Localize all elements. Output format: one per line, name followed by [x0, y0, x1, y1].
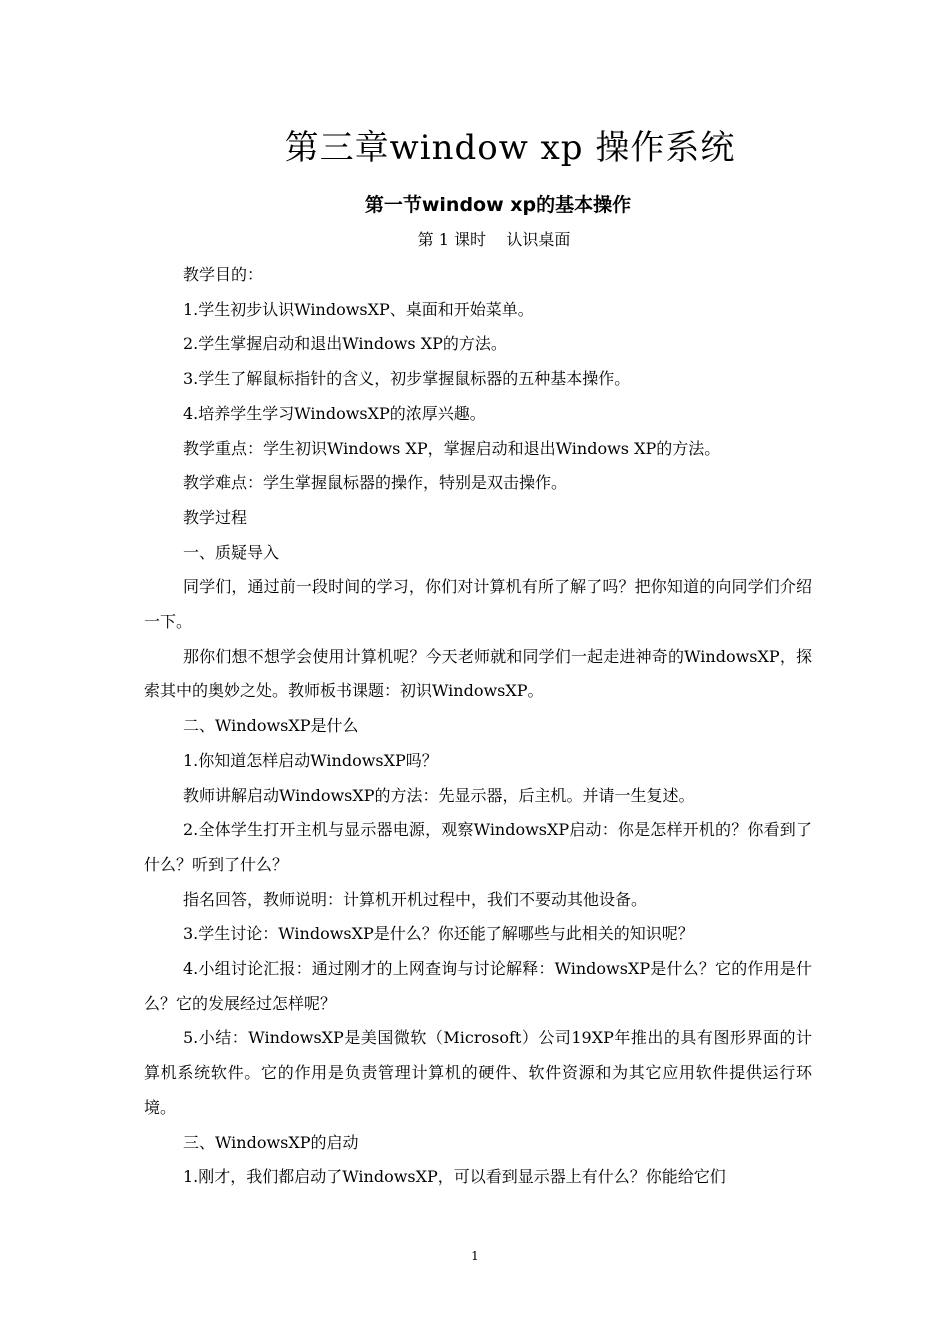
paragraph: 4.小组讨论汇报：通过刚才的上网查询与讨论解释：WindowsXP是什么？它的作用是什么？它的发展经过怎样呢？: [144, 959, 812, 1013]
paragraph: 教学重点：学生初识Windows XP，掌握启动和退出Windows XP的方法。: [183, 438, 721, 458]
section-title: 第一节window xp的基本操作: [364, 194, 632, 216]
paragraph: 2.全体学生打开主机与显示器电源，观察WindowsXP启动：你是怎样开机的？你看到了什么？听到了什么？: [144, 820, 812, 874]
paragraph: 同学们，通过前一段时间的学习，你们对计算机有所了解了吗？把你知道的向同学们介绍一下。: [144, 577, 812, 632]
paragraph: 教学目的：: [183, 265, 264, 284]
lesson-title: 第 1 课时 认识桌面: [417, 230, 571, 249]
paragraph: 5.小结：WindowsXP是美国微软（Microsoft）公司19XP年推出的具有图形界面的计算机系统软件。它的作用是负责管理计算机的硬件、软件资源和为其它应用软件提供运行环境。: [144, 1028, 812, 1117]
paragraph: 教师讲解启动WindowsXP的方法：先显示器，后主机。并请一生复述。: [183, 785, 695, 805]
paragraph: 2.学生掌握启动和退出Windows XP的方法。: [183, 334, 507, 354]
paragraph: 4.培养学生学习WindowsXP的浓厚兴趣。: [183, 403, 486, 423]
paragraph: 3.学生了解鼠标指针的含义，初步掌握鼠标器的五种基本操作。: [183, 369, 631, 389]
paragraph: 1.学生初步认识WindowsXP、桌面和开始菜单。: [183, 299, 534, 319]
paragraph: 1.你知道怎样启动WindowsXP吗？: [183, 750, 438, 770]
body-text: [144, 258, 812, 1195]
paragraph: 那你们想不想学会使用计算机呢？今天老师就和同学们一起走进神奇的WindowsXP，探索其中的奥妙之处。教师板书课题：初识WindowsXP。: [144, 646, 812, 701]
paragraph: 1.刚才，我们都启动了WindowsXP，可以看到显示器上有什么？你能给它们: [183, 1167, 726, 1187]
page-number: 1: [471, 1249, 479, 1263]
paragraph: 教学难点：学生掌握鼠标器的操作，特别是双击操作。: [183, 473, 568, 493]
paragraph: 3.学生讨论：WindowsXP是什么？你还能了解哪些与此相关的知识呢？: [183, 924, 694, 944]
paragraph: 二、WindowsXP是什么: [183, 716, 359, 736]
chapter-title: 第三章window xp 操作系统: [284, 128, 736, 168]
paragraph: 指名回答，教师说明：计算机开机过程中，我们不要动其他设备。: [183, 889, 648, 909]
paragraph: 一、质疑导入: [183, 542, 280, 562]
paragraph: 教学过程: [183, 507, 248, 527]
paragraph: 三、WindowsXP的启动: [183, 1132, 359, 1152]
